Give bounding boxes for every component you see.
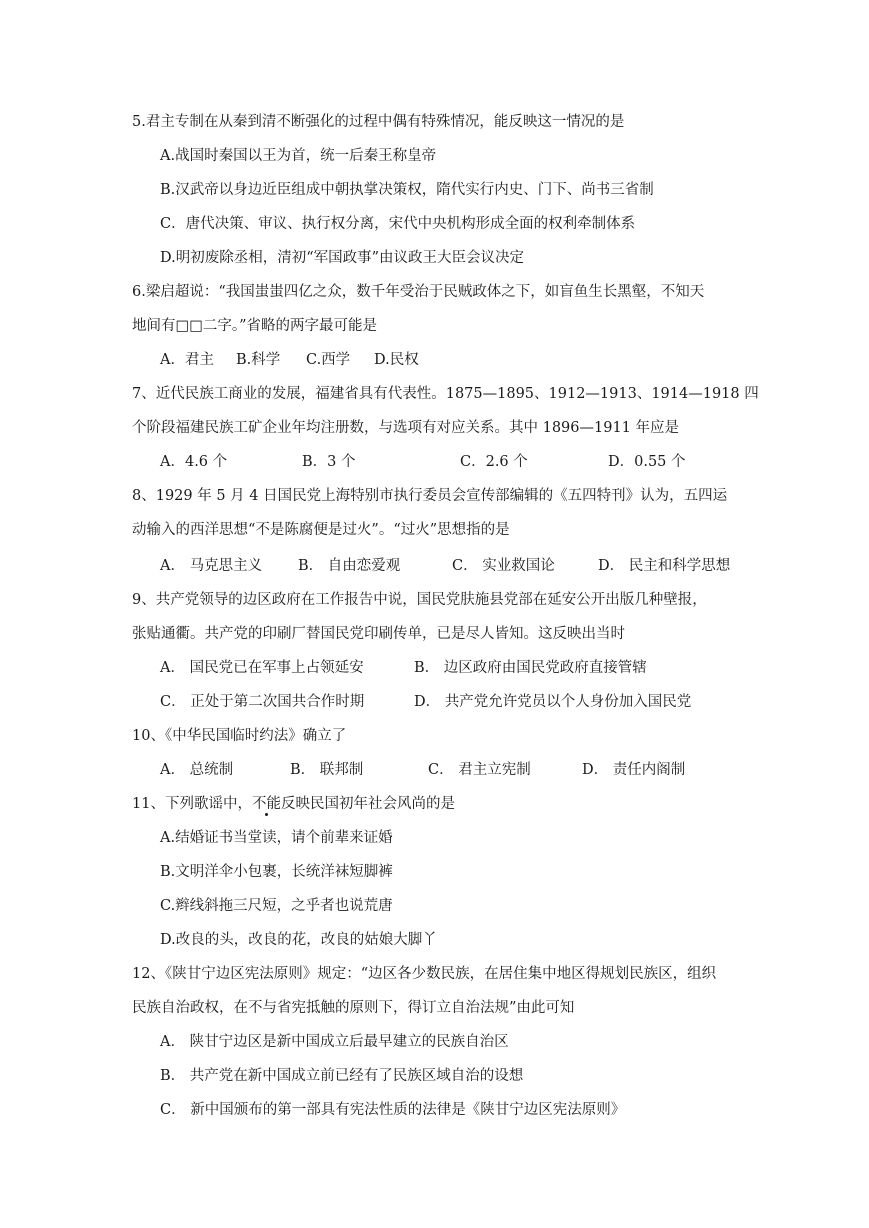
q7-option-c: C．2.6 个 xyxy=(460,454,528,470)
q9-option-d: D． 共产党允许党员以个人身份加入国民党 xyxy=(414,694,692,710)
q7-stem-line1: 7、近代民族工商业的发展，福建省具有代表性。1875—1895、1912—1913、1914—1918 四 xyxy=(132,386,759,402)
q6-stem-line2: 地间有□□二字。”省略的两字最可能是 xyxy=(132,318,378,334)
q8-option-b: B． 自由恋爱观 xyxy=(298,558,401,574)
q11-option-c: C.辫线斜拖三尺短，之乎者也说荒唐 xyxy=(160,898,393,914)
q12-stem-line2: 民族自治政权，在不与省宪抵触的原则下，得订立自治法规”由此可知 xyxy=(132,1000,575,1016)
q6-option-d: D.民权 xyxy=(374,352,419,368)
q8-option-d: D． 民主和科学思想 xyxy=(598,558,731,574)
q11-stem xyxy=(132,794,455,814)
q11-stem-emphasis: 不能 xyxy=(251,796,281,812)
q7-option-d: D．0.55 个 xyxy=(608,454,686,470)
q7-option-a: A．4.6 个 xyxy=(160,454,228,470)
q10-stem: 10、《中华民国临时约法》确立了 xyxy=(132,728,347,744)
q10-option-d: D． 责任内阁制 xyxy=(582,762,686,778)
q8-stem-line1: 8、1929 年 5 月 4 日国民党上海特别市执行委员会宣传部编辑的《五四特刊》认为，五四运 xyxy=(132,488,728,504)
q8-option-a: A． 马克思主义 xyxy=(160,558,263,574)
q9-stem-line2: 张贴通衢。共产党的印刷厂替国民党印刷传单，已是尽人皆知。这反映出当时 xyxy=(132,626,625,642)
q9-stem-line1: 9、共产党领导的边区政府在工作报告中说，国民党肤施县党部在延安公开出版几种壁报， xyxy=(132,592,707,608)
q6-option-a: A．君主 xyxy=(160,352,214,368)
q7-options xyxy=(0,452,869,472)
q10-option-b: B． 联邦制 xyxy=(290,762,364,778)
q6-stem-line1: 6.梁启超说：“我国蚩蚩四亿之众，数千年受治于民贼政体之下，如盲鱼生长黑壑，不知天 xyxy=(132,284,705,300)
q8-option-c: C． 实业救国论 xyxy=(452,558,555,574)
q9-options-row2 xyxy=(0,692,869,712)
q8-stem-line2: 动输入的西洋思想“不是陈腐便是过火”。“过火”思想指的是 xyxy=(132,522,510,538)
q6-option-c: C.西学 xyxy=(306,352,351,368)
q12-option-a: A． 陕甘宁边区是新中国成立后最早建立的民族自治区 xyxy=(160,1034,509,1050)
q7-option-b: B．3 个 xyxy=(302,454,356,470)
q8-options xyxy=(0,556,869,576)
q6-option-b: B.科学 xyxy=(236,352,281,368)
q12-option-b: B． 共产党在新中国成立前已经有了民族区域自治的设想 xyxy=(160,1068,524,1084)
q11-option-a: A.结婚证书当堂读，请个前辈来证婚 xyxy=(160,830,393,846)
q10-options xyxy=(0,760,869,780)
q11-stem-before: 11、下列歌谣中， xyxy=(132,796,252,812)
q5-stem: 5.君主专制在从秦到清不断强化的过程中偶有特殊情况，能反映这一情况的是 xyxy=(132,114,625,130)
q12-stem-line1: 12、《陕甘宁边区宪法原则》规定：“边区各少数民族，在居住集中地区得规划民族区，组织 xyxy=(132,966,717,982)
q5-option-b: B.汉武帝以身边近臣组成中朝执掌决策权，隋代实行内史、门下、尚书三省制 xyxy=(160,182,654,198)
q10-option-c: C． 君主立宪制 xyxy=(428,762,531,778)
q9-option-c: C． 正处于第二次国共合作时期 xyxy=(160,694,365,710)
q10-option-a: A． 总统制 xyxy=(160,762,234,778)
q11-option-d: D.改良的头，改良的花，改良的姑娘大脚丫 xyxy=(160,932,437,948)
q12-option-c: C． 新中国颁布的第一部具有宪法性质的法律是《陕甘宁边区宪法原则》 xyxy=(160,1102,626,1118)
q7-stem-line2: 个阶段福建民族工矿企业年均注册数，与选项有对应关系。其中 1896—1911 年应是 xyxy=(132,420,680,436)
q5-option-a: A.战国时秦国以王为首，统一后秦王称皇帝 xyxy=(160,148,437,164)
q9-options-row1 xyxy=(0,658,869,678)
q5-option-d: D.明初废除丞相，清初“军国政事”由议政王大臣会议决定 xyxy=(160,250,525,266)
q9-option-b: B． 边区政府由国民党政府直接管辖 xyxy=(414,660,647,676)
q11-stem-after: 反映民国初年社会风尚的是 xyxy=(280,796,455,812)
q6-options xyxy=(0,350,869,370)
q11-option-b: B.文明洋伞小包裹，长统洋袜短脚裤 xyxy=(160,864,393,880)
q9-option-a: A． 国民党已在军事上占领延安 xyxy=(160,660,364,676)
q5-option-c: C．唐代决策、审议、执行权分离，宋代中央机构形成全面的权利牵制体系 xyxy=(160,216,636,232)
